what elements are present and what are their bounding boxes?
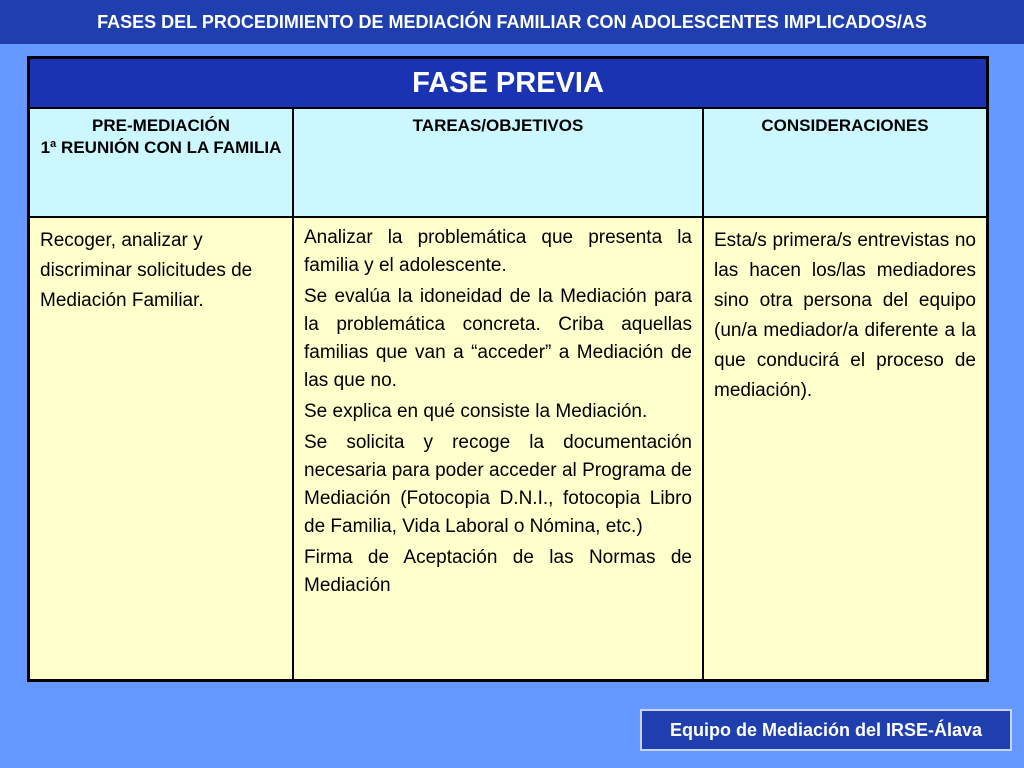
column-header-tareas: TAREAS/OBJETIVOS <box>292 109 702 218</box>
cell-consideraciones: Esta/s primera/s entrevistas no las hacen los/las mediadores sino otra persona del equipo (un/a mediador/a diferente a la que conducirá el proceso de mediación). <box>702 218 986 679</box>
column-header-pre-mediacion: PRE-MEDIACIÓN 1ª REUNIÓN CON LA FAMILIA <box>30 109 292 218</box>
phase-title: FASE PREVIA <box>30 59 986 109</box>
phase-table <box>27 56 989 682</box>
column-header-consideraciones: CONSIDERACIONES <box>702 109 986 218</box>
cell-tareas <box>292 218 702 679</box>
task-item: Se solicita y recoge la documentación necesaria para poder acceder al Programa de Mediación (Fotocopia D.N.I., fotocopia Libro de Familia, Vida Laboral o Nómina, etc.) <box>304 432 692 537</box>
footer-credit <box>640 709 1012 751</box>
slide-title-bar <box>0 0 1024 44</box>
task-item: Analizar la problemática que presenta la familia y el adolescente. <box>304 227 692 276</box>
slide-title: FASES DEL PROCEDIMIENTO DE MEDIACIÓN FAMILIAR CON ADOLESCENTES IMPLICADOS/AS <box>97 11 927 32</box>
footer-text: Equipo de Mediación del IRSE-Álava <box>669 719 983 740</box>
task-item: Se evalúa la idoneidad de la Mediación para la problemática concreta. Criba aquellas familias que van a “acceder” a Mediación de las que no. <box>304 286 692 391</box>
task-item: Se explica en qué consiste la Mediación. <box>304 401 648 422</box>
cell-pre-mediacion: Recoger, analizar y discriminar solicitudes de Mediación Familiar. <box>30 218 292 679</box>
task-item: Firma de Aceptación de las Normas de Mediación <box>304 547 692 596</box>
